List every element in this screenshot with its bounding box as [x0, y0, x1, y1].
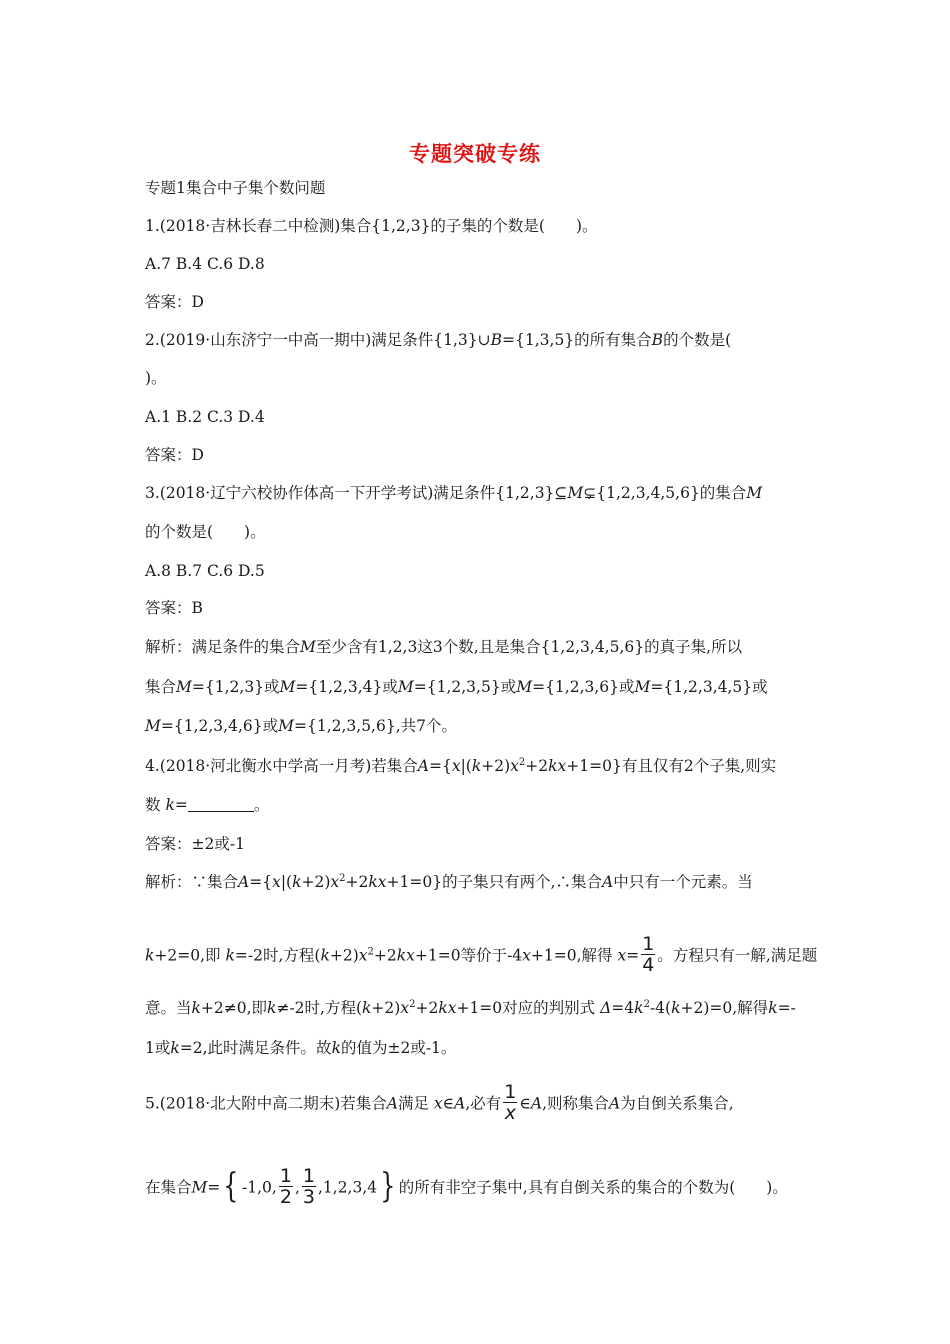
- question-2-stem: 2.(2019·山东济宁一中高一期中)满足条件{1,3}∪B={1,3,5}的所有集合B的个数是(: [145, 331, 732, 349]
- question-2-stem-cont: )。: [145, 369, 167, 387]
- question-1-options: A.7 B.4 C.6 D.8: [145, 255, 265, 273]
- question-1-stem: 1.(2018·吉林长春二中检测)集合{1,2,3}的子集的个数是( )。: [145, 217, 598, 235]
- question-5-stem: 5.(2018·北大附中高二期末)若集合A满足 x∈A,必有 $\frac{1}{x}$ ∈A,则称集合A为自倒关系集合,: [145, 1081, 734, 1124]
- question-3-analysis-3: M={1,2,3,4,6}或M={1,2,3,5,6},共7个。: [145, 717, 457, 735]
- question-2-answer: 答案：D: [145, 446, 204, 464]
- question-1-answer: 答案：D: [145, 293, 204, 311]
- fraction-one-quarter: $\frac{1}{4}$: [642, 933, 655, 976]
- question-2-options: A.1 B.2 C.3 D.4: [145, 408, 265, 426]
- question-3-answer: 答案：B: [145, 599, 203, 617]
- fraction-one-third: $\frac{1}{3}$: [302, 1165, 315, 1208]
- section-heading: 专题1集合中子集个数问题: [145, 179, 326, 197]
- question-4-stem-cont: 数 k= 。: [145, 796, 270, 814]
- fraction-one-half: $\frac{1}{2}$: [279, 1165, 292, 1208]
- answer-blank[interactable]: [188, 797, 254, 812]
- question-5-stem-cont: 在集合M={ -1,0, $\frac{1}{2}$ , $\frac{1}{3}$ ,1,2,3,4} 的所有非空子集中,具有自倒关系的集合的个数为( )。: [145, 1165, 788, 1208]
- question-3-stem-cont: 的个数是( )。: [145, 523, 266, 541]
- question-3-analysis-1: 解析：满足条件的集合M至少含有1,2,3这3个数,且是集合{1,2,3,4,5,6}的真子集,所以: [145, 638, 743, 656]
- left-brace: {: [223, 1165, 239, 1206]
- question-4-analysis-2: k+2=0,即 k=-2时,方程$(k+2)x^2+2kx+1=0$等价于-4x+1=0,解得 x= $\frac{1}{4}$ 。方程只有一解,满足题: [145, 933, 818, 976]
- question-4-stem: 4.(2018·河北衡水中学高一月考)若集合$A=\{x|(k+2)x^2+2kx+1=0\}$有且仅有2个子集,则实: [145, 757, 777, 775]
- question-4-analysis-1: 解析：∵集合$A=\{x|(k+2)x^2+2kx+1=0\}$的子集只有两个,∴集合A中只有一个元素。当: [145, 873, 753, 891]
- question-3-analysis-2: 集合M={1,2,3}或M={1,2,3,4}或M={1,2,3,5}或M={1,2,3,6}或M={1,2,3,4,5}或: [145, 678, 768, 696]
- question-3-options: A.8 B.7 C.6 D.5: [145, 562, 265, 580]
- question-4-analysis-3: 意。当k+2≠0,即k≠-2时,方程$(k+2)x^2+2kx+1=0$对应的判别式 $\Delta=4k^2-4(k+2)=0$,解得k=-: [145, 999, 796, 1017]
- page-title: 专题突破专练: [409, 142, 541, 166]
- question-4-analysis-4: 1或k=2,此时满足条件。故k的值为±2或-1。: [145, 1039, 457, 1057]
- right-brace: }: [380, 1165, 396, 1206]
- question-3-stem: 3.(2018·辽宁六校协作体高一下开学考试)满足条件{1,2,3}⊆M⊊{1,2,3,4,5,6}的集合M: [145, 484, 763, 502]
- fraction-one-over-x: $\frac{1}{x}$: [504, 1081, 517, 1124]
- question-4-answer: 答案：±2或-1: [145, 835, 245, 853]
